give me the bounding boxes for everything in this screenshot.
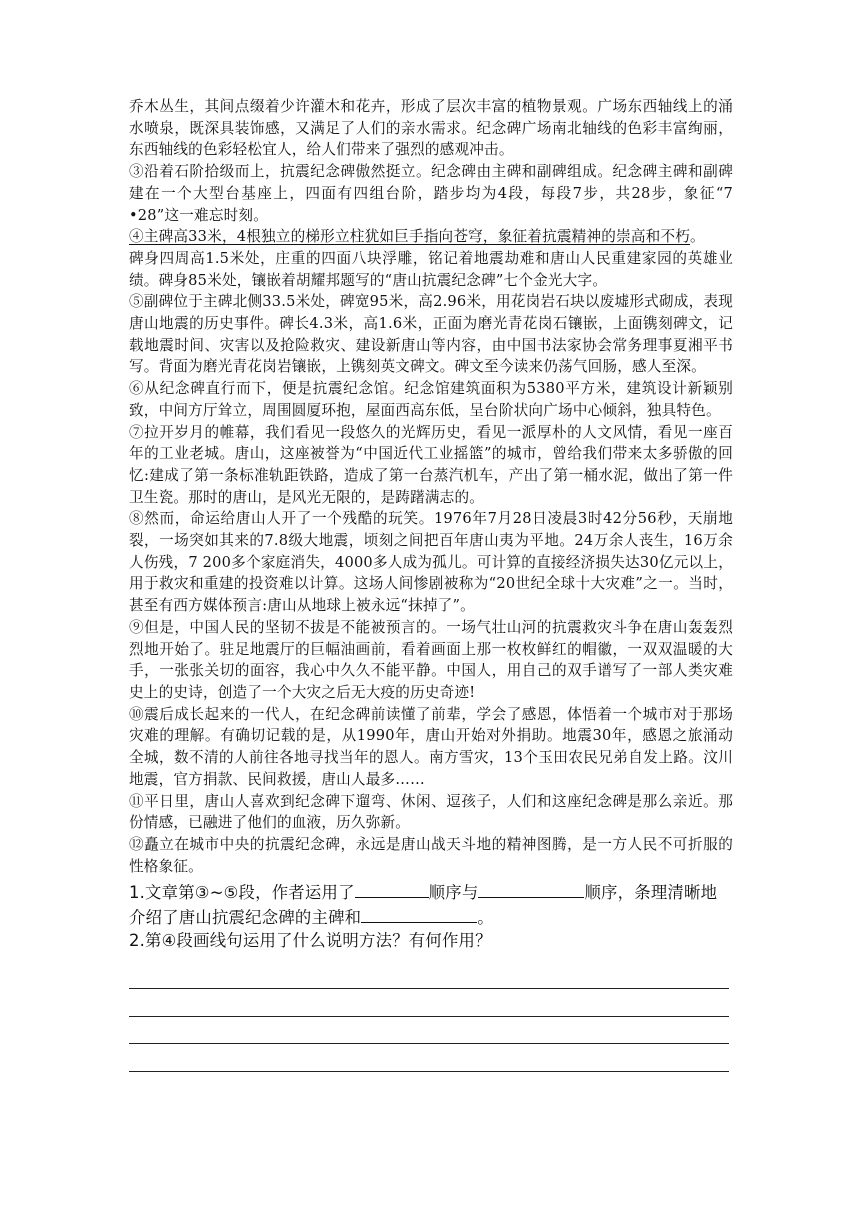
underlined-sentence: ④主碑高33米，4根独立的梯形立柱犹如巨手指向苍穹，象征着抗震精神的崇高和不朽: [129, 228, 691, 246]
paragraph-3: ③沿着石阶拾级而上，抗震纪念碑傲然挺立。纪念碑由主碑和副碑组成。纪念碑主碑和副碑建在一个大型台基座上，四面有四组台阶，踏步均为4段，每段7步，共28步，象征“7 •28”这一难忘时刻。: [129, 163, 733, 224]
question-1-text-c: 顺序，条理清晰地介绍了唐山抗震纪念碑的主碑和: [129, 883, 718, 927]
answer-blank-1[interactable]: [355, 880, 429, 898]
answer-lines: [129, 962, 733, 1072]
answer-blank-2[interactable]: [478, 880, 584, 898]
question-1-text-a: 1.文章第③~⑤段，作者运用了: [129, 883, 355, 903]
paragraph-6: ⑥从纪念碑直行而下，便是抗震纪念馆。纪念馆建筑面积为5380平方米，建筑设计新颖别致，中间方厅耸立，周围圆厦环抱，屋面西高东低，呈台阶状向广场中心倾斜，独具特色。: [129, 380, 733, 419]
answer-line[interactable]: [129, 1044, 729, 1072]
questions-section: [129, 880, 733, 1072]
answer-line[interactable]: [129, 962, 729, 990]
paragraph-9: ⑨但是，中国人民的坚韧不拔是不能被预言的。一场气壮山河的抗震救灾斗争在唐山轰轰烈烈地开始了。驻足地震厅的巨幅油画前，看着画面上那一枚枚鲜红的帽徽，一双双温暖的大手，一张张关切的面容，我心中久久不能平静。中国人，用自己的双手谱写了一部人类灾难史上的史诗，创造了一个大灾之后无大疫的历史奇迹!: [129, 618, 733, 701]
paragraph-11: ⑪平日里，唐山人喜欢到纪念碑下遛弯、休闲、逗孩子，人们和这座纪念碑是那么亲近。那份情感，已融进了他们的血液，历久弥新。: [129, 792, 733, 832]
paragraph-12: ⑫矗立在城市中央的抗震纪念碑，永远是唐山战天斗地的精神图腾，是一方人民不可折服的性格象征。: [129, 835, 733, 875]
question-1: [129, 880, 733, 929]
paragraph-10: ⑩震后成长起来的一代人，在纪念碑前读懂了前辈，学会了感恩，体悟着一个城市对于那场灾难的理解。有确切记载的是，从1990年，唐山开始对外捐助。地震30年，感恩之旅涌动全城，数不清的人前往各地寻找当年的恩人。南方雪灾，13个玉田农民兄弟自发上路。汶川地震，官方捐款、民间救援，唐山人最多……: [129, 705, 733, 788]
paragraph-4-continued: 碑身四周高1.5米处，庄重的四面八块浮雕，铭记着地震劫难和唐山人民重建家园的英雄业绩。碑身85米处，镶嵌着胡耀邦题写的“唐山抗震纪念碑”七个金光大字。: [129, 249, 733, 289]
question-2: 2.第④段画线句运用了什么说明方法？有何作用？: [129, 931, 492, 951]
paragraph-4: ④主碑高33米，4根独立的梯形立柱犹如巨手指向苍穹，象征着抗震精神的崇高和不朽。: [129, 228, 705, 246]
paragraph-intro: 乔木丛生，其间点缀着少许灌木和花卉，形成了层次丰富的植物景观。广场东西轴线上的涌水喷泉，既深具装饰感，又满足了人们的亲水需求。纪念碑广场南北轴线的色彩丰富绚丽，东西轴线的色彩轻松宜人，给人们带来了强烈的感观冲击。: [129, 98, 733, 159]
question-1-text-d: 。: [477, 907, 494, 927]
answer-blank-3[interactable]: [361, 905, 477, 923]
paragraph-7: ⑦拉开岁月的帷幕，我们看见一段悠久的光辉历史，看见一派厚朴的人文风情，看见一座百年的工业老城。唐山，这座被誉为“中国近代工业摇篮”的城市，曾给我们带来太多骄傲的回忆:建成了第一条标准轨距铁路，造成了第一台蒸汽机车，产出了第一桶水泥，做出了第一件卫生瓷。那时的唐山，是风光无限的，是踌躇满志的。: [129, 423, 733, 506]
question-1-text-b: 顺序与: [428, 883, 479, 903]
paragraph-5: ⑤副碑位于主碑北侧33.5米处，碑宽95米，高2.96米，用花岗岩石块以废墟形式砌成，表现唐山地震的历史事件。碑长4.3米，高1.6米，正面为磨光青花岗石镶嵌，上面镌刻碑文，记载地震时间、灾害以及抢险救灾、建设新唐山等内容，由中国书法家协会常务理事夏湘平书写。背面为磨光青花岗岩镶嵌，上镌刻英文碑文。碑文至今读来仍荡气回肠，感人至深。: [129, 293, 733, 376]
answer-line[interactable]: [129, 1017, 729, 1045]
answer-line[interactable]: [129, 989, 729, 1017]
paragraph-8: ⑧然而，命运给唐山人开了一个残酷的玩笑。1976年7月28日凌晨3时42分56秒，天崩地裂，一场突如其来的7.8级大地震，顷刻之间把百年唐山夷为平地。24万余人丧生，16万余人伤残，7 200多个家庭消失，4000多人成为孤儿。可计算的直接经济损失达30亿元以上，用于救灾和重建的投资难以计算。这场人间惨剧被称为“20世纪全球十大灾难”之一。当时，甚至有西方媒体预言:唐山从地球上被永远“抹掉了”。: [129, 510, 733, 615]
document-page: [129, 96, 733, 1072]
